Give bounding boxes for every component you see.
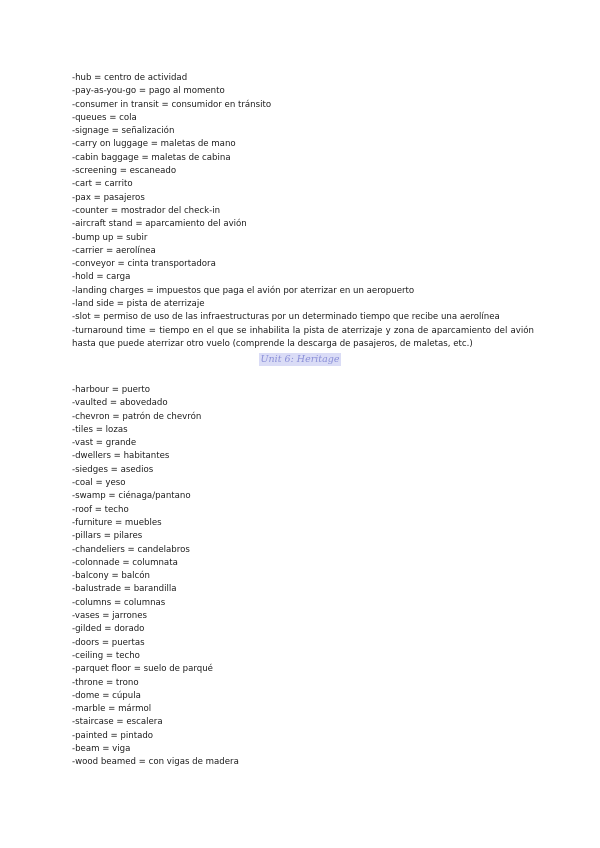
vocab-entry: -beam = viga	[72, 744, 131, 755]
unit-heading	[0, 353, 600, 366]
vocab-entry: -furniture = muebles	[72, 517, 162, 528]
vocab-entry: -columns = columnas	[72, 597, 166, 608]
vocab-entry: -slot = permiso de uso de las infraestructuras por un determinado tiempo que recibe una aerolínea	[72, 312, 500, 323]
unit-heading-highlight: Unit 6: Heritage	[260, 354, 340, 365]
vocab-entry: -conveyor = cinta transportadora	[72, 259, 216, 270]
vocab-entry: -pax = pasajeros	[72, 192, 145, 203]
vocab-entry: -colonnade = columnata	[72, 557, 178, 568]
vocab-entry: -harbour = puerto	[72, 385, 151, 395]
vocab-entry: -turnaround time = tiempo en el que se inhabilita la pista de aterrizaje y zona de aparcamiento del avión hasta que puede aterrizar otro vuelo (comprende la descarga de pasajeros, de maletas, etc.)	[72, 325, 534, 349]
vocab-entry: -signage = señalización	[72, 126, 175, 137]
vocab-entry: -carry on luggage = maletas de mano	[72, 139, 236, 150]
vocab-entry: -queues = cola	[72, 112, 137, 123]
vocab-entry: -pay-as-you-go = pago al momento	[72, 86, 225, 97]
vocab-entry: -chevron = patrón de chevrón	[72, 411, 202, 422]
vocab-entry: -counter = mostrador del check-in	[72, 205, 221, 216]
vocab-entry: -doors = puertas	[72, 637, 145, 648]
vocab-entry: -landing charges = impuestos que paga el avión por aterrizar en un aeropuerto	[72, 285, 415, 296]
vocab-entry: -chandeliers = candelabros	[72, 544, 190, 555]
vocab-entry: -wood beamed = con vigas de madera	[72, 757, 239, 768]
vocab-entry: -parquet floor = suelo de parqué	[72, 664, 213, 675]
vocab-entry: -cart = carrito	[72, 179, 133, 190]
vocab-entry: -throne = trono	[72, 677, 139, 688]
vocab-entry: -cabin baggage = maletas de cabina	[72, 152, 231, 163]
vocab-entry: -vases = jarrones	[72, 611, 147, 622]
vocab-entry: -bump up = subir	[72, 232, 148, 243]
vocabulary-list-heritage	[72, 384, 534, 770]
vocab-entry: -marble = mármol	[72, 704, 152, 715]
vocab-entry: -aircraft stand = aparcamiento del avión	[72, 219, 247, 230]
vocab-entry: -vaulted = abovedado	[72, 398, 168, 409]
vocab-entry: -hold = carga	[72, 272, 131, 283]
vocab-entry: -roof = techo	[72, 504, 129, 515]
vocab-entry: -pillars = pilares	[72, 531, 143, 542]
vocab-entry: -gilded = dorado	[72, 624, 145, 635]
vocab-entry: -dwellers = habitantes	[72, 451, 170, 462]
vocabulary-list-airport	[72, 72, 534, 351]
vocab-entry: -painted = pintado	[72, 730, 154, 741]
vocab-entry: -ceiling = techo	[72, 650, 140, 661]
vocab-entry: -dome = cúpula	[72, 690, 141, 701]
vocab-entry: -consumer in transit = consumidor en tránsito	[72, 99, 272, 110]
vocab-entry: -balustrade = barandilla	[72, 584, 177, 595]
vocab-entry: -staircase = escalera	[72, 717, 163, 728]
vocab-entry: -carrier = aerolínea	[72, 245, 156, 256]
vocab-entry: -hub = centro de actividad	[72, 73, 188, 83]
vocab-entry: -vast = grande	[72, 438, 137, 449]
vocab-entry: -coal = yeso	[72, 478, 126, 489]
vocab-entry: -swamp = ciénaga/pantano	[72, 491, 191, 502]
vocab-entry: -tiles = lozas	[72, 424, 128, 435]
vocab-entry: -siedges = asedios	[72, 464, 154, 475]
vocab-entry: -balcony = balcón	[72, 571, 150, 582]
vocab-entry: -land side = pista de aterrizaje	[72, 299, 205, 310]
vocab-entry: -screening = escaneado	[72, 166, 177, 177]
